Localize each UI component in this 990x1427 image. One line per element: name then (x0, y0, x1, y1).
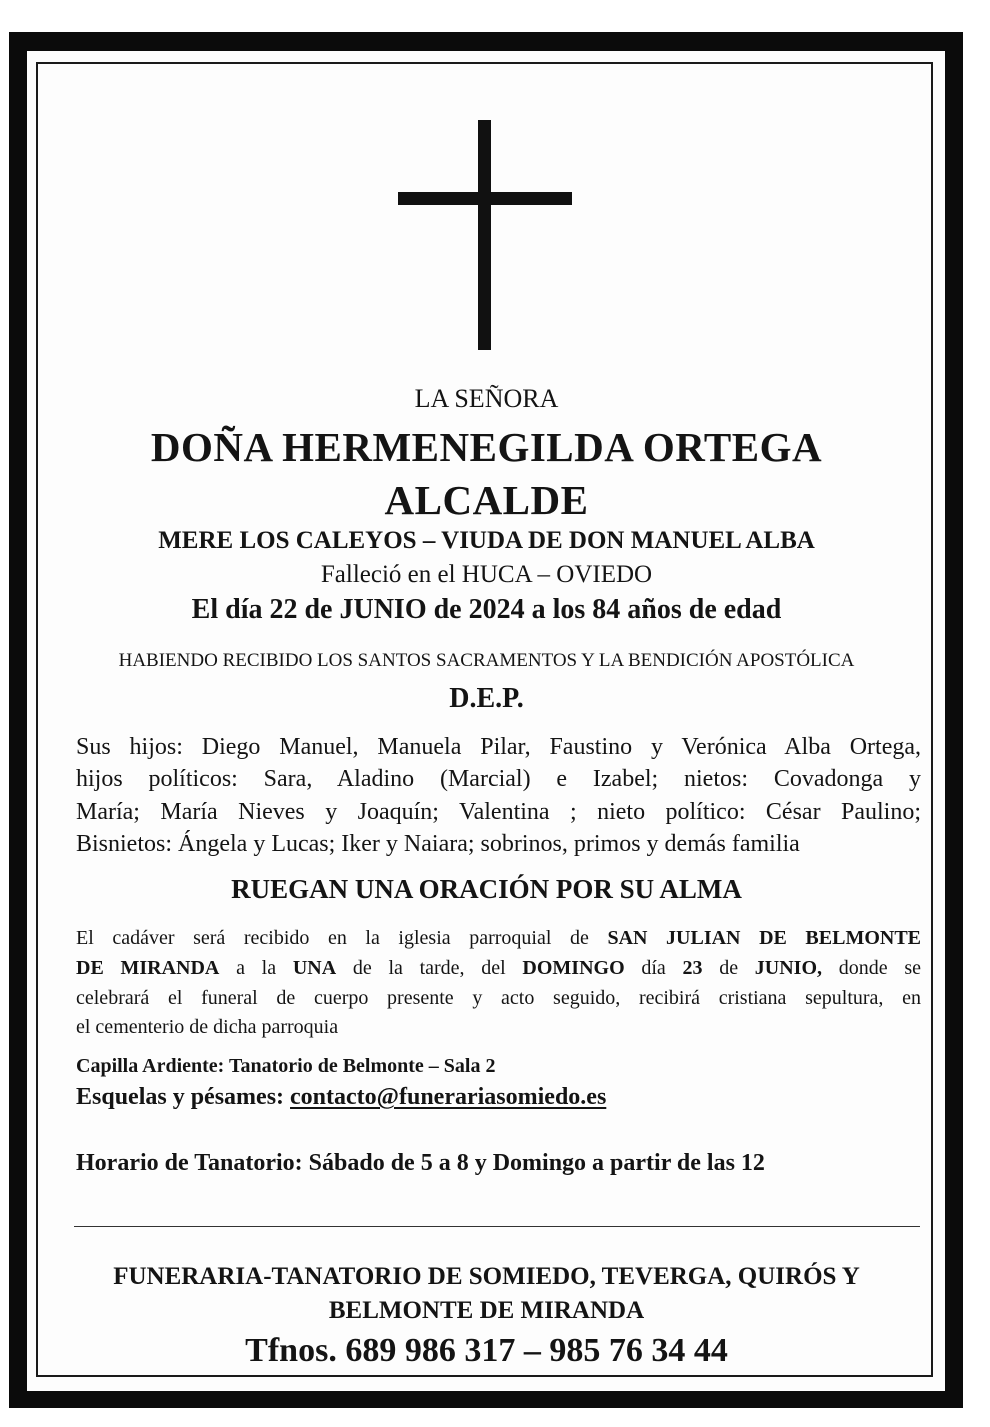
death-date: El día 22 de JUNIO de 2024 a los 84 años de edad (191, 594, 782, 625)
family-line: hijos políticos: Sara, Aladino (Marcial) e Izabel; nietos: Covadonga y (76, 766, 921, 792)
condolences-label: Esquelas y pésames: (76, 1084, 291, 1110)
tanatorio-schedule: Horario de Tanatorio: Sábado de 5 a 8 y Domingo a partir de las 12 (76, 1150, 765, 1176)
family-line: Sus hijos: Diego Manuel, Manuela Pilar, Faustino y Verónica Alba Ortega, (76, 734, 921, 760)
ceremony-line-4: el cementerio de dicha parroquia (76, 1016, 339, 1038)
phone-numbers: Tfnos. 689 986 317 – 985 76 34 44 (245, 1332, 728, 1369)
ceremony-text: día (624, 957, 683, 979)
ceremony-month: JUNIO, (754, 957, 823, 979)
cross-horizontal-bar (398, 192, 572, 205)
church-name: SAN JULIAN DE BELMONTE (607, 927, 922, 949)
deceased-name-line2: ALCALDE (384, 477, 589, 523)
chapel-info: Capilla Ardiente: Tanatorio de Belmonte – Sala 2 (76, 1055, 496, 1077)
prayer-request: RUEGAN UNA ORACIÓN POR SU ALMA (231, 874, 742, 904)
sacraments-line: HABIENDO RECIBIDO LOS SANTOS SACRAMENTOS Y LA BENDICIÓN APOSTÓLICA (118, 650, 855, 671)
intro-label: LA SEÑORA (414, 384, 559, 413)
dep-label: D.E.P. (449, 683, 524, 714)
condolences-email-link[interactable]: contacto@funerariasomiedo.es (290, 1084, 607, 1110)
ceremony-day: 23 (682, 957, 703, 979)
ceremony-line-2 (76, 957, 921, 980)
death-place: Falleció en el HUCA – OVIEDO (320, 561, 653, 588)
church-name-cont: DE MIRANDA (76, 957, 220, 979)
family-line: María; María Nieves y Joaquín; Valentina ; nieto político: César Paulino; (76, 799, 921, 825)
funeral-home-line2: BELMONTE DE MIRANDA (328, 1297, 645, 1324)
divider (74, 1226, 920, 1227)
ceremony-weekday: DOMINGO (522, 957, 625, 979)
ceremony-text: a la (219, 957, 293, 979)
subtitle: MERE LOS CALEYOS – VIUDA DE DON MANUEL ALBA (158, 527, 815, 554)
cross-vertical-bar (478, 120, 491, 350)
deceased-name-line1: DOÑA HERMENEGILDA ORTEGA (150, 424, 823, 470)
ceremony-line-1 (76, 927, 921, 950)
funeral-home-line1: FUNERARIA-TANATORIO DE SOMIEDO, TEVERGA, QUIRÓS Y (113, 1263, 860, 1290)
family-line: Bisnietos: Ángela y Lucas; Iker y Naiara; sobrinos, primos y demás familia (76, 831, 800, 857)
condolences-line (76, 1084, 606, 1111)
ceremony-text: de (702, 957, 755, 979)
ceremony-line-3: celebrará el funeral de cuerpo presente y acto seguido, recibirá cristiana sepultura, en (76, 987, 921, 1009)
ceremony-text: donde se (822, 957, 921, 979)
ceremony-text: El cadáver será recibido en la iglesia parroquial de (76, 927, 608, 949)
ceremony-hour: UNA (292, 957, 337, 979)
ceremony-text: de la tarde, del (336, 957, 523, 979)
